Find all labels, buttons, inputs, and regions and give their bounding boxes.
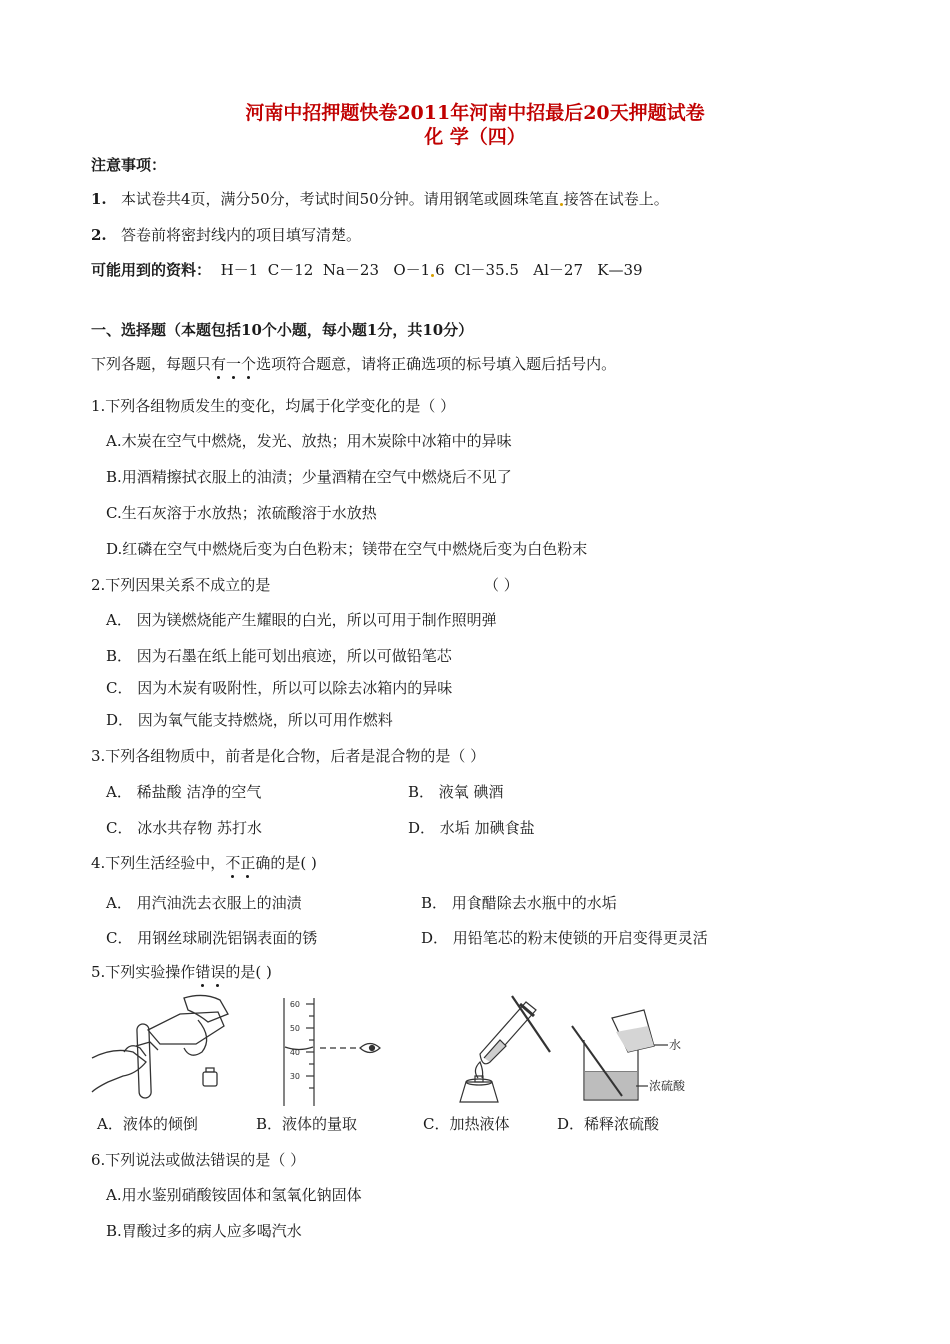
question-5-figure	[88, 992, 708, 1110]
question-2-option-d: D． 因为氧气能支持燃烧，所以可用作燃料	[106, 711, 393, 729]
ink-mark	[560, 203, 563, 206]
figure-caption-b: B．液体的量取	[256, 1115, 358, 1133]
emphasis-char: 错	[195, 963, 211, 981]
notice-item-2	[91, 225, 361, 245]
heating-apparatus	[460, 996, 550, 1102]
figure-caption-a: A．液体的倾倒	[97, 1115, 198, 1133]
question-6-stem: 6.下列说法或做法错误的是（ ）	[91, 1151, 306, 1169]
question-1-option-a: A.木炭在空气中燃烧，发光、放热；用木炭除中冰箱中的异味	[106, 432, 512, 450]
question-1-option-b: B.用酒精擦拭衣服上的油渍；少量酒精在空气中燃烧后不见了	[106, 468, 512, 486]
question-4-option-c: C． 用钢丝球刷洗铝锅表面的锈	[106, 929, 318, 947]
question-2-stem: 2.下列因果关系不成立的是	[91, 576, 271, 594]
question-4-option-d: D． 用铅笔芯的粉末使锁的开启变得更灵活	[421, 929, 708, 947]
label-water: 水	[669, 1038, 682, 1052]
cylinder-tick-label: 50	[289, 1024, 300, 1033]
exam-title: 河南中招押题快卷2011年河南中招最后20天押题试卷	[245, 102, 705, 124]
notice-item-1	[91, 189, 669, 209]
question-stem-text: 确的是( )	[255, 854, 317, 872]
question-4-option-a: A． 用汽油洗去衣服上的油渍	[106, 894, 302, 912]
resource-item: K—39	[597, 261, 643, 279]
notice-item-number: 2.	[91, 226, 107, 244]
resource-item: H－1	[220, 261, 259, 279]
question-3-option-b: B． 液氧 碘酒	[408, 783, 504, 801]
ink-mark	[431, 274, 434, 277]
figure-caption-c: C．加热液体	[423, 1115, 510, 1133]
question-4-stem	[91, 853, 317, 873]
emphasis-char: 误	[210, 963, 226, 981]
question-5-stem	[91, 962, 272, 982]
question-3-option-a: A． 稀盐酸 洁净的空气	[106, 783, 262, 801]
emphasis-char: 正	[240, 854, 256, 872]
question-6-option-b: B.胃酸过多的病人应多喝汽水	[106, 1222, 302, 1240]
notice-heading: 注意事项：	[91, 156, 167, 174]
section-intro	[91, 354, 616, 374]
emphasis-char: 个	[241, 355, 257, 373]
question-3-option-d: D． 水垢 加碘食盐	[408, 819, 535, 837]
cylinder-tick-label: 30	[289, 1072, 300, 1081]
cylinder-tick-label: 60	[289, 1000, 300, 1009]
question-1-stem: 1.下列各组物质发生的变化，均属于化学变化的是（ ）	[91, 397, 456, 415]
resource-item: 6	[435, 261, 445, 279]
resources-label: 可能用到的资料：	[91, 261, 212, 279]
question-2-option-c: C． 因为木炭有吸附性，所以可以除去冰箱内的异味	[106, 679, 453, 697]
question-1-option-c: C.生石灰溶于水放热；浓硫酸溶于水放热	[106, 504, 377, 522]
resource-item: O－1	[393, 261, 431, 279]
resources-line	[91, 260, 643, 280]
label-concentrated-acid: 浓硫酸	[649, 1079, 686, 1093]
cylinder-scale	[290, 1000, 300, 1081]
question-2-option-a: A． 因为镁燃烧能产生耀眼的白光，所以可用于制作照明弹	[106, 611, 497, 629]
notice-item-number: 1.	[91, 190, 107, 208]
section-intro-text: 选项符合题意，请将正确选项的标号填入题后括号内。	[256, 355, 617, 373]
exam-subtitle: 化 学（四）	[424, 126, 526, 148]
question-stem-text: 4.下列生活经验中，	[91, 854, 226, 872]
resource-item: Cl－35.5	[454, 261, 519, 279]
emphasis-char: 一	[226, 355, 242, 373]
question-2-answer-paren: （ ）	[484, 576, 519, 594]
question-1-option-d: D.红磷在空气中燃烧后变为白色粉末；镁带在空气中燃烧后变为白色粉末	[106, 540, 588, 558]
question-2-option-b: B． 因为石墨在纸上能可划出痕迹，所以可做铅笔芯	[106, 647, 452, 665]
pouring-illustration	[92, 995, 228, 1098]
notice-item-text: 本试卷共4页，满分50分，考试时间50分钟。请用钢笔或圆珠笔直	[120, 190, 559, 208]
resource-item: Na－23	[322, 261, 380, 279]
notice-item-text: 接答在试卷上。	[563, 190, 669, 208]
emphasis-char: 有	[211, 355, 227, 373]
section-heading: 一、选择题（本题包括10个小题，每小题1分，共10分）	[91, 321, 474, 339]
emphasis-char: 不	[225, 854, 241, 872]
resource-item: C－12	[267, 261, 314, 279]
question-stem-text: 的是( )	[225, 963, 272, 981]
section-intro-text: 下列各题，每题只	[91, 355, 212, 373]
cylinder-tick-label: 40	[289, 1048, 300, 1057]
figure-caption-d: D．稀释浓硫酸	[557, 1115, 660, 1133]
question-6-option-a: A.用水鉴别硝酸铵固体和氢氧化钠固体	[106, 1186, 362, 1204]
question-3-option-c: C． 冰水共存物 苏打水	[106, 819, 263, 837]
notice-item-text: 答卷前将密封线内的项目填写清楚。	[120, 226, 361, 244]
question-3-stem: 3.下列各组物质中，前者是化合物，后者是混合物的是（ ）	[91, 747, 486, 765]
resource-item: Al－27	[533, 261, 583, 279]
question-4-option-b: B． 用食醋除去水瓶中的水垢	[421, 894, 617, 912]
question-stem-text: 5.下列实验操作	[91, 963, 196, 981]
